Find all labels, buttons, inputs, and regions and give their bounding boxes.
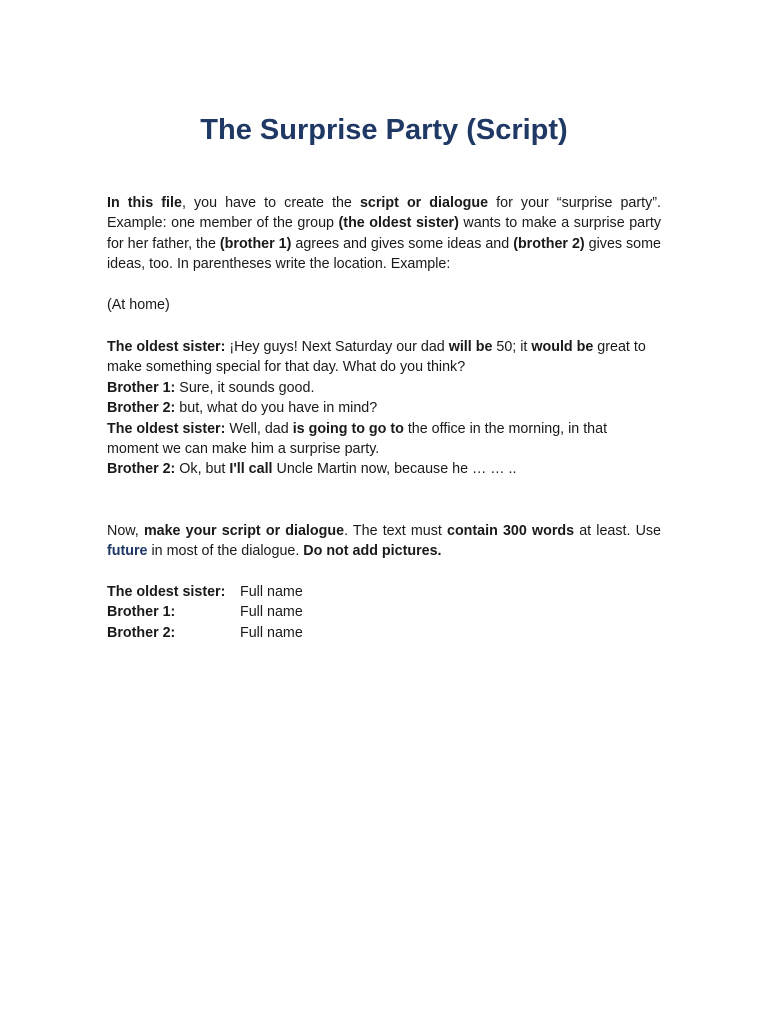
intro-bold-3: script or dialogue bbox=[359, 195, 489, 211]
speaker-label: Brother 2: bbox=[107, 461, 176, 478]
instructions-bold: Do not add pictures. bbox=[303, 543, 442, 560]
instructions-text: . The text must bbox=[344, 523, 447, 539]
cast-value: Full name bbox=[240, 624, 303, 641]
dialogue-text: Sure, it sounds good. bbox=[175, 379, 315, 396]
intro-bold-7: (brother 1) bbox=[219, 235, 292, 252]
cast-role: Brother 2: bbox=[107, 624, 176, 641]
dialogue-text: but, what do you have in mind? bbox=[175, 400, 378, 417]
intro-bold-9: (brother 2) bbox=[513, 235, 585, 252]
instructions-text: at least. Use bbox=[574, 523, 662, 539]
instructions-bold: make your script or dialogue bbox=[143, 523, 345, 539]
dialogue-text: Uncle Martin now, because he … … .. bbox=[272, 461, 517, 478]
dialogue-line bbox=[107, 378, 661, 398]
dialogue-bold: will be bbox=[448, 339, 493, 355]
speaker-label: The oldest sister: bbox=[107, 339, 226, 355]
future-highlight: future bbox=[107, 543, 148, 560]
cast-list bbox=[107, 582, 303, 643]
dialogue-text: ¡Hey guys! Next Saturday our dad bbox=[225, 339, 449, 355]
cast-row bbox=[107, 582, 303, 602]
speaker-label: Brother 2: bbox=[107, 400, 176, 417]
intro-paragraph bbox=[107, 193, 661, 275]
dialogue-bold: would be bbox=[531, 339, 594, 355]
dialogue-text: 50; it bbox=[492, 339, 532, 355]
speaker-label: Brother 1: bbox=[107, 379, 176, 396]
cast-value: Full name bbox=[240, 604, 303, 621]
instructions-text: in most of the dialogue. bbox=[147, 543, 304, 560]
speaker-label: The oldest sister: bbox=[107, 420, 226, 437]
intro-text-10: gives some ideas, too. In parentheses write the location. Example: bbox=[107, 235, 661, 273]
dialogue-bold: is going to go to bbox=[292, 420, 404, 437]
location-example: (At home) bbox=[107, 297, 170, 313]
dialogue-line bbox=[107, 419, 661, 460]
cast-value: Full name bbox=[240, 584, 303, 600]
intro-text-8: agrees and gives some ideas and bbox=[291, 235, 514, 252]
dialogue-line bbox=[107, 459, 661, 479]
dialogue-text: great to make something special for that day. What do you think? bbox=[107, 339, 646, 376]
dialogue-line bbox=[107, 398, 661, 418]
intro-bold-5: (the oldest sister) bbox=[338, 215, 459, 232]
instructions-paragraph bbox=[107, 521, 661, 562]
dialogue-line bbox=[107, 337, 661, 378]
dialogue-text: Well, dad bbox=[225, 420, 293, 437]
cast-role: The oldest sister: bbox=[107, 584, 226, 600]
cast-row bbox=[107, 602, 303, 622]
intro-text-6: wants to make a surprise party for her father, the bbox=[107, 215, 661, 252]
instructions-bold: contain 300 words bbox=[447, 523, 575, 539]
intro-text-4: for your “surprise party”. Example: one member of the group bbox=[107, 195, 662, 232]
cast-row bbox=[107, 623, 303, 643]
dialogue-text: Ok, but bbox=[175, 461, 230, 478]
dialogue-example bbox=[107, 337, 661, 480]
dialogue-bold: I'll call bbox=[229, 461, 273, 478]
page-title: The Surprise Party (Script) bbox=[200, 114, 568, 146]
intro-text-2: , you have to create the bbox=[181, 195, 360, 211]
cast-role: Brother 1: bbox=[107, 604, 176, 621]
instructions-text: Now, bbox=[107, 523, 144, 539]
dialogue-text: the office in the morning, in that moment we can make him a surprise party. bbox=[107, 420, 608, 458]
intro-bold-1: In this file bbox=[107, 195, 182, 211]
